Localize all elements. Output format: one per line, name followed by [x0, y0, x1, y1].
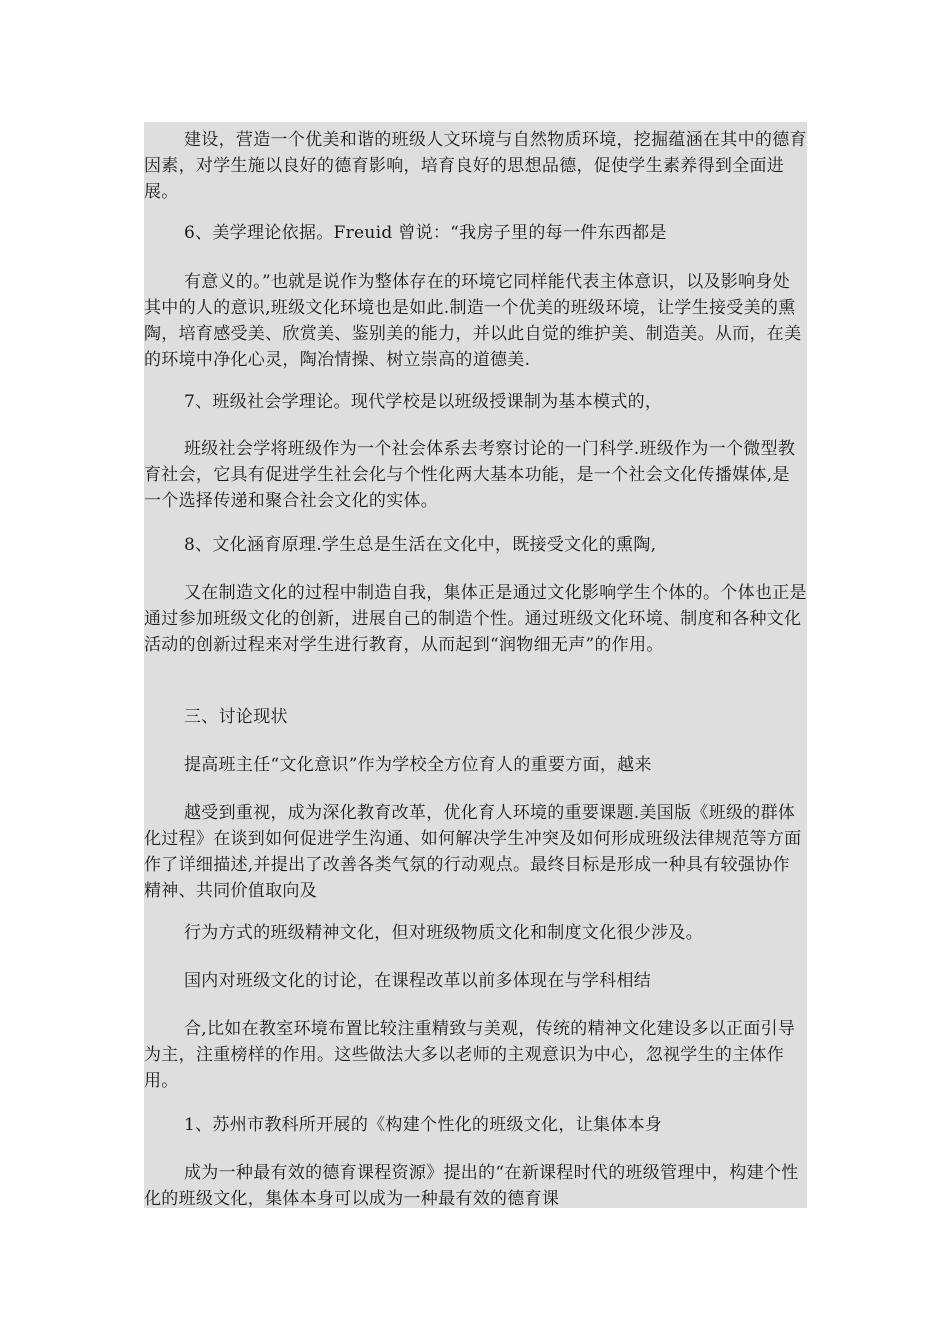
paragraph: 行为方式的班级精神文化，但对班级物质文化和制度文化很少涉及。	[184, 923, 703, 943]
paragraph: 有意义的。”也就是说作为整体存在的环境它同样能代表主体意识，以及影响身处其中的人的意识,班级文化环境也是如此.制造一个优美的班级环境，让学生接受美的熏陶，培育感受美、欣赏美、鉴别美的能力，并以此自觉的维护美、制造美。从而，在美的环境中净化心灵，陶冶情操、树立崇高的道德美.	[144, 272, 802, 370]
document-text-block	[144, 122, 807, 1208]
paragraph: 7、班级社会学理论。现代学校是以班级授课制为基本模式的，	[184, 392, 663, 412]
paragraph: 1、苏州市教科所开展的《构建个性化的班级文化，让集体本身	[184, 1115, 663, 1135]
paragraph: 成为一种最有效的德育课程资源》提出的“在新课程时代的班级管理中，构建个性化的班级文化，集体本身可以成为一种最有效的德育课	[144, 1163, 799, 1209]
paragraph: 越受到重视，成为深化教育改革，优化育人环境的重要课题.美国版《班级的群体化过程》在谈到如何促进学生沟通、如何解决学生冲突及如何形成班级法律规范等方面作了详细描述,并提出了改善各类气氛的行动观点。最终目标是形成一种具有较强协作精神、共同价值取向及	[144, 803, 802, 901]
paragraph: 又在制造文化的过程中制造自我，集体正是通过文化影响学生个体的。个体也正是通过参加班级文化的创新，进展自己的制造个性。通过班级文化环境、制度和各种文化活动的创新过程来对学生进行教育，从而起到“润物细无声”的作用。	[144, 583, 807, 655]
section-heading: 三、讨论现状	[184, 707, 288, 727]
paragraph: 班级社会学将班级作为一个社会体系去考察讨论的一门科学.班级作为一个微型教育社会，它具有促进学生社会化与个性化两大基本功能，是一个社会文化传播媒体,是一个选择传递和聚合社会文化的实体。	[144, 439, 796, 511]
paragraph: 国内对班级文化的讨论，在课程改革以前多体现在与学科相结	[184, 971, 652, 991]
paragraph: 8、文化涵育原理.学生总是生活在文化中，既接受文化的熏陶,	[184, 535, 657, 555]
paragraph: 建设，营造一个优美和谐的班级人文环境与自然物质环境，挖掘蕴涵在其中的德育因素，对学生施以良好的德育影响，培育良好的思想品德，促使学生素养得到全面进展。	[144, 130, 807, 202]
paragraph: 提高班主任“文化意识”作为学校全方位育人的重要方面，越来	[184, 755, 652, 775]
paragraph: 合,比如在教室环境布置比较注重精致与美观，传统的精神文化建设多以正面引导为主，注重榜样的作用。这些做法大多以老师的主观意识为中心，忽视学生的主体作用。	[144, 1019, 796, 1091]
paragraph: 6、美学理论依据。Freuid 曾说：“我房子里的每一件东西都是	[184, 223, 667, 243]
